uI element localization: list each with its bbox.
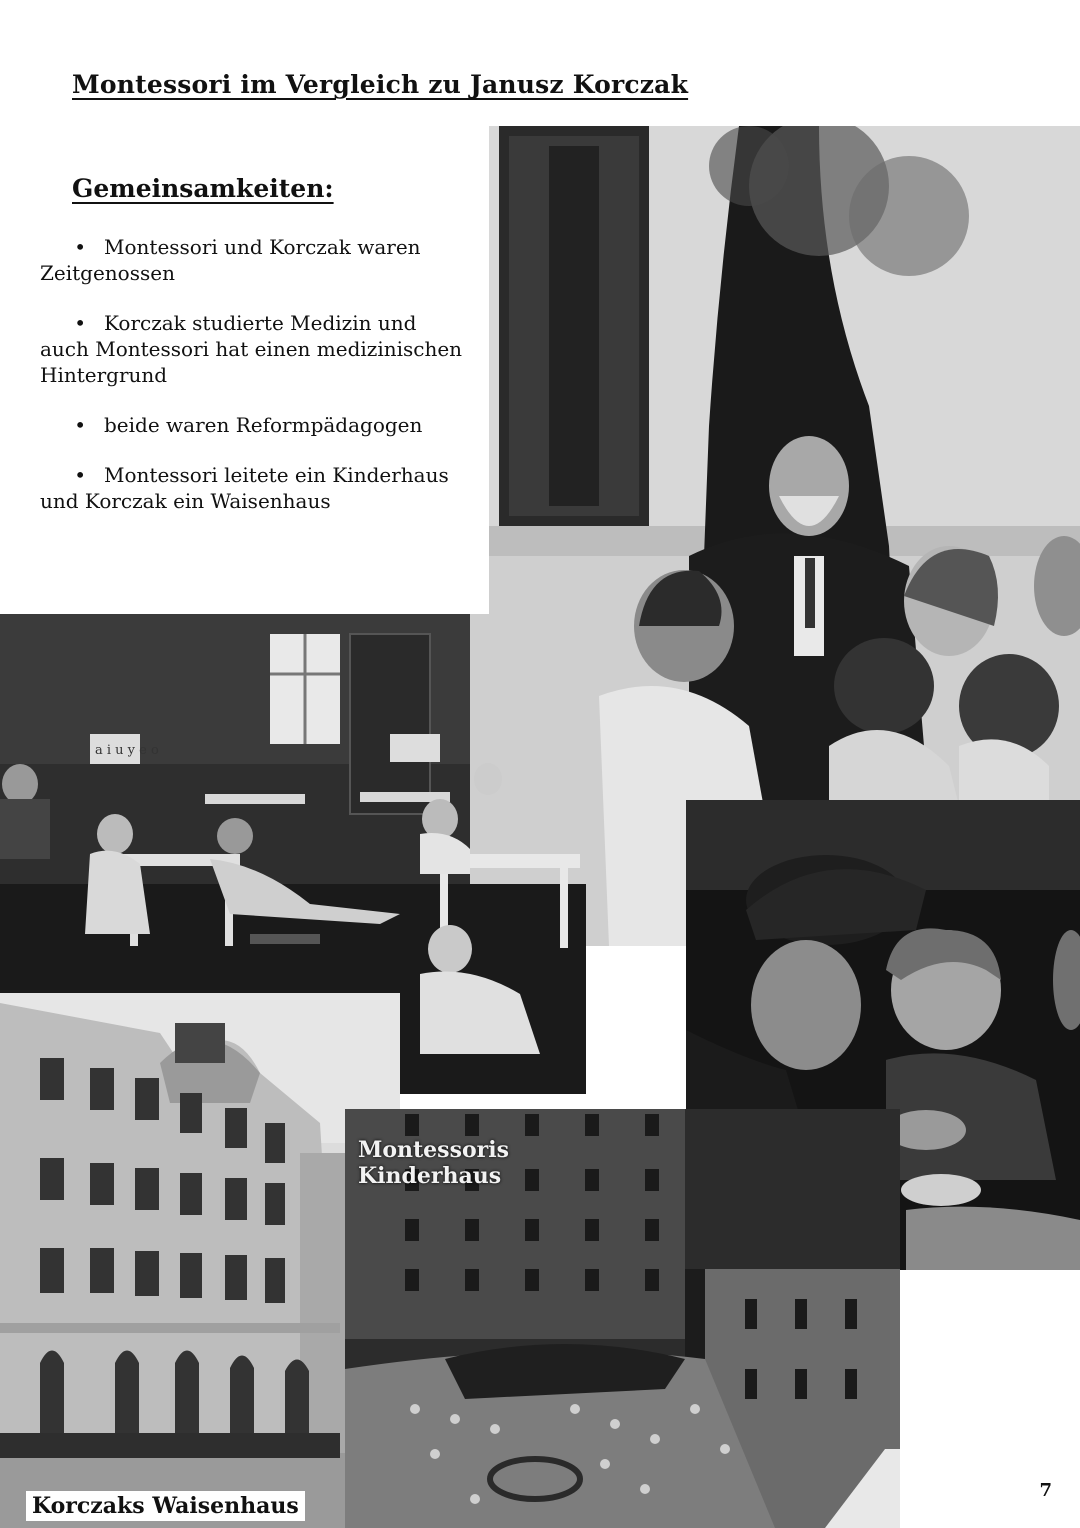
- bullet-text: Montessori und Korczak waren Zeitgenossen: [40, 235, 421, 285]
- bullet-text: Montessori leitete ein Kinderhaus und Korczak ein Waisenhaus: [40, 463, 449, 513]
- caption-montessori-kinderhaus: [358, 1137, 558, 1189]
- bullet-list: [40, 234, 470, 538]
- bullet-mark: •: [74, 413, 86, 437]
- section-heading: Gemeinsamkeiten:: [72, 174, 334, 203]
- bullet-item: [40, 234, 470, 286]
- caption-korczak-orphanage: Korczaks Waisenhaus: [26, 1491, 305, 1521]
- caption-text: Montessoris Kinderhaus: [358, 1137, 509, 1189]
- photo-korczak-orphanage: [0, 993, 400, 1528]
- bullet-item: [40, 310, 470, 388]
- bullet-item: [40, 462, 470, 514]
- bullet-item: [40, 412, 470, 438]
- page-number: 7: [1039, 1480, 1052, 1501]
- bullet-text: Korczak studierte Medizin und auch Montessori hat einen medizinischen Hintergrund: [40, 311, 463, 387]
- bullet-mark: •: [74, 311, 86, 335]
- page-title: Montessori im Vergleich zu Janusz Korczak: [72, 70, 689, 99]
- bullet-mark: •: [74, 235, 86, 259]
- bullet-mark: •: [74, 463, 86, 487]
- bullet-text: beide waren Reformpädagogen: [104, 413, 423, 437]
- blackboard-text: a i u y e o: [95, 743, 159, 758]
